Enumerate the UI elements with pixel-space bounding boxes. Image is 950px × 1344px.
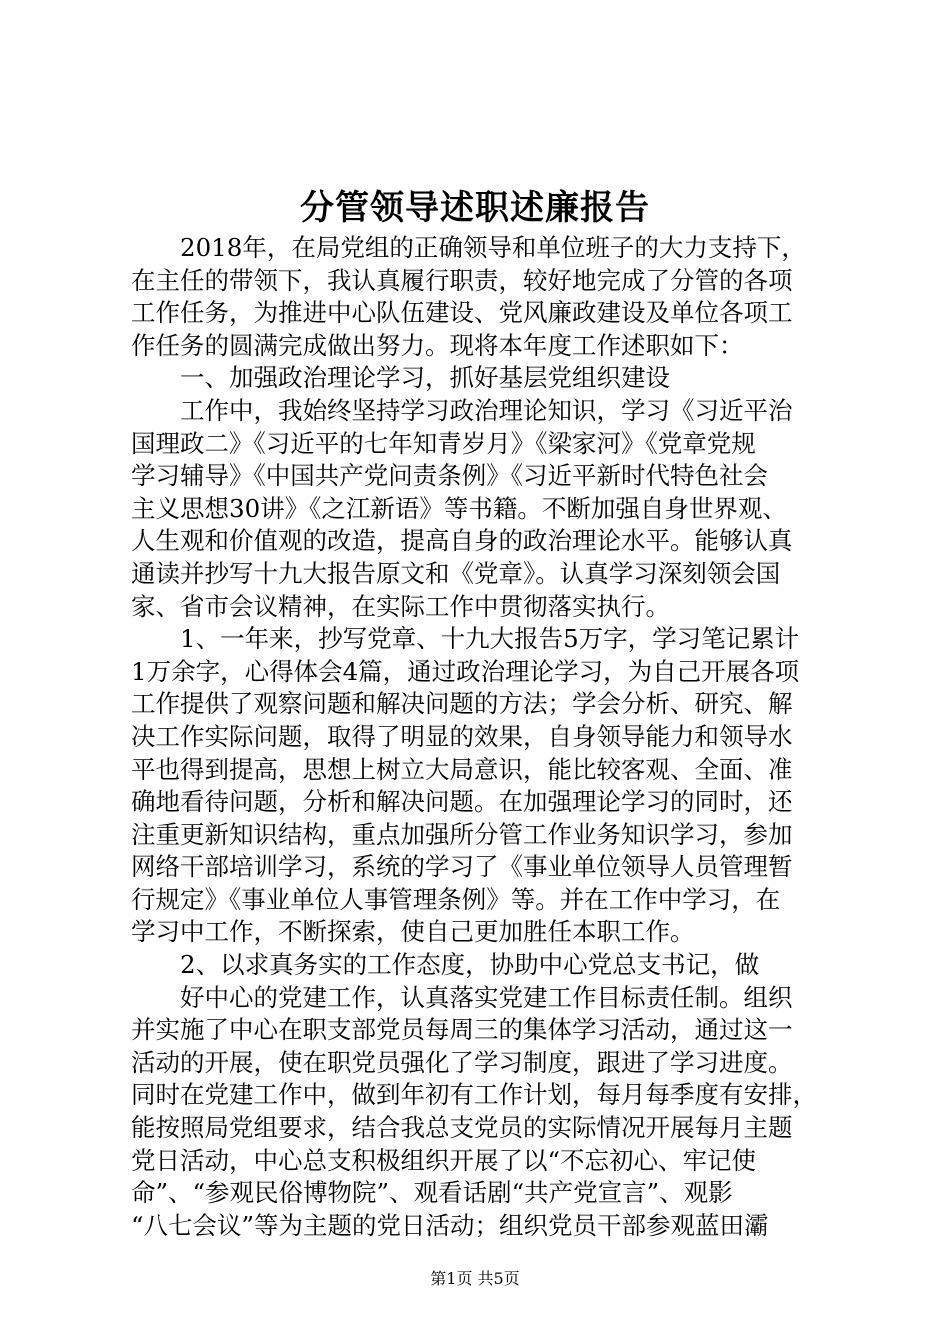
text-line: 学习中工作，不断探索，使自己更加胜任本职工作。	[131, 917, 695, 947]
text-line: 在主任的带领下，我认真履行职责，较好地完成了分管的各项	[131, 265, 793, 295]
text-line: 家、省市会议精神，在实际工作中贯彻落实执行。	[131, 591, 670, 621]
text-line: 工作中，我始终坚持学习政治理论知识，学习《习近平治	[131, 395, 793, 425]
text-line: 主义思想30讲》《之江新语》等书籍。不断加强自身世界观、	[131, 493, 787, 523]
page-title: 分管领导述职述廉报告	[300, 188, 650, 228]
text-line: 作任务的圆满完成做出努力。现将本年度工作述职如下：	[131, 330, 744, 360]
text-line: 通读并抄写十九大报告原文和《党章》。认真学习深刻领会国	[131, 558, 781, 588]
body-text	[131, 232, 851, 1242]
text-line: 工作任务，为推进中心队伍建设、党风廉政建设及单位各项工	[131, 298, 793, 328]
text-line: 注重更新知识结构，重点加强所分管工作业务知识学习，参加	[131, 819, 793, 849]
text-line: 1、一年来，抄写党章、十九大报告5万字，学习笔记累计	[131, 624, 800, 654]
text-line: 好中心的党建工作，认真落实党建工作目标责任制。组织	[131, 982, 793, 1012]
text-line: 同时在党建工作中，做到年初有工作计划，每月每季度有安排，	[131, 1080, 817, 1110]
section-heading: 一、加强政治理论学习，抓好基层党组织建设	[131, 363, 670, 393]
text-line: 平也得到提高，思想上树立大局意识，能比较客观、全面、准	[131, 754, 793, 784]
text-line: 能按照局党组要求，结合我总支党员的实际情况开展每月主题	[131, 1113, 793, 1143]
text-line: 2、以求真务实的工作态度，协助中心党总支书记，做	[131, 950, 760, 980]
text-line: 网络干部培训学习，系统的学习了《事业单位领导人员管理暂	[131, 852, 793, 882]
page-number: 第1页 共5页	[430, 1269, 520, 1288]
text-line: 工作提供了观察问题和解决问题的方法；学会分析、研究、解	[131, 689, 793, 719]
text-line: 国理政二》《习近平的七年知青岁月》《梁家河》《党章党规	[131, 428, 756, 458]
text-line: 党日活动，中心总支积极组织开展了以“不忘初心、牢记使	[131, 1145, 757, 1175]
text-line: 1万余字，心得体会4篇，通过政治理论学习，为自己开展各项	[131, 656, 800, 686]
text-line: 并实施了中心在职支部党员每周三的集体学习活动，通过这一	[131, 1015, 793, 1045]
text-line: 行规定》《事业单位人事管理条例》等。并在工作中学习，在	[131, 884, 781, 914]
text-line: “八七会议”等为主题的党日活动；组织党员干部参观蓝田灞	[131, 1210, 769, 1240]
text-line: 命”、“参观民俗博物院”、观看话剧“共产党宣言”、观影	[131, 1178, 733, 1208]
text-line: 活动的开展，使在职党员强化了学习制度，跟进了学习进度。	[131, 1047, 793, 1077]
text-line: 2018年，在局党组的正确领导和单位班子的大力支持下，	[131, 233, 806, 262]
text-line: 学习辅导》《中国共产党问责条例》《习近平新时代特色社会	[131, 461, 768, 491]
text-line: 人生观和价值观的改造，提高自身的政治理论水平。能够认真	[131, 526, 793, 556]
text-line: 决工作实际问题，取得了明显的效果，自身领导能力和领导水	[131, 721, 793, 751]
text-line: 确地看待问题，分析和解决问题。在加强理论学习的同时，还	[131, 787, 793, 817]
